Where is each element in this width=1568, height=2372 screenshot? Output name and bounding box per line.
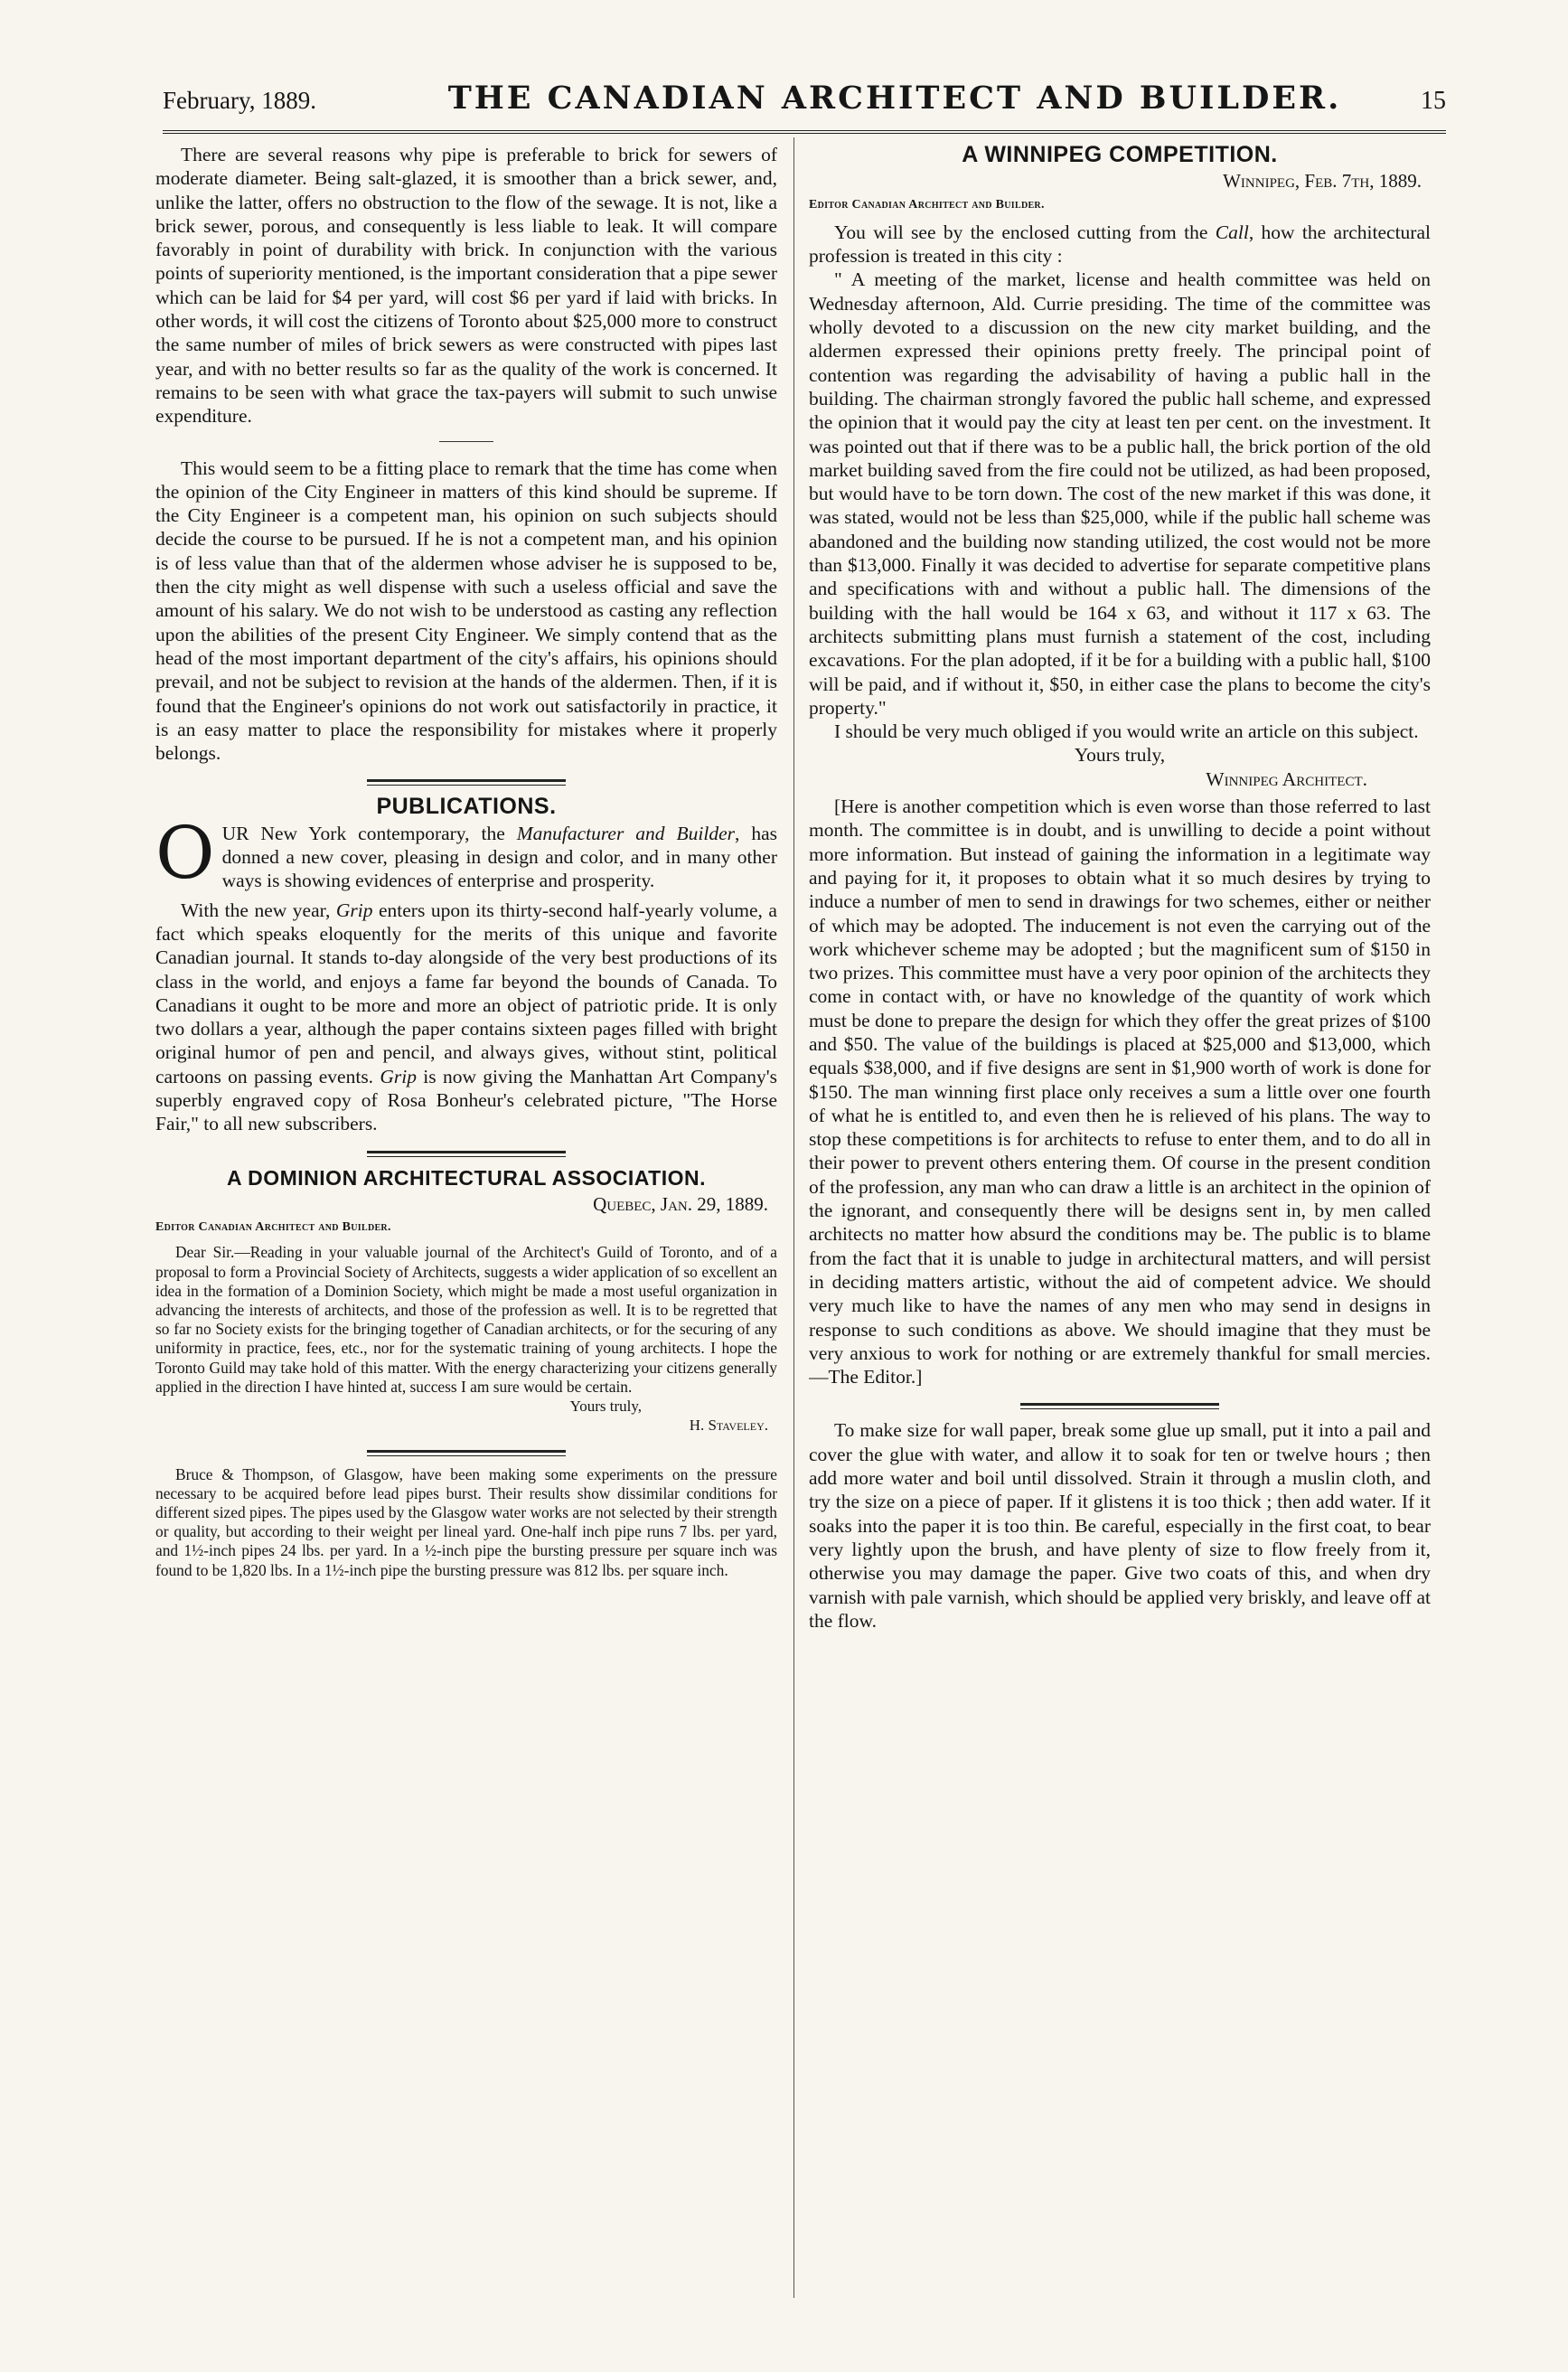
winnipeg-request: I should be very much obliged if you would write an article on this subject.	[834, 720, 1419, 743]
publications-paragraph-2	[155, 899, 777, 1136]
winnipeg-closing: Yours truly,	[1074, 744, 1166, 767]
section-rule	[439, 441, 493, 442]
lead-pipes-note	[155, 1465, 777, 1580]
grip-text-a: With the new year,	[181, 899, 336, 921]
winnipeg-dateline: Winnipeg, Feb. 7th, 1889.	[1223, 170, 1422, 193]
winnipeg-editor-line: Editor Canadian Architect and Builder.	[809, 197, 1045, 212]
dominion-dateline: Quebec, Jan. 29, 1889.	[593, 1192, 768, 1215]
dominion-letter-body: Dear Sir.—Reading in your valuable journal of the Architect's Guild of Toronto, and of a proposal to form a Provincial Society of Architects, suggests a wider application of so excellent an idea in the formation of a Dominion Society, which might be made a most useful organization in advancing the interests of architects, and those of the profession as well. It is to be regretted that so far no Society exists for the bringing together of Canadian architects, or for the securing of any uniformity in practice, fees, etc., nor for the systematic training of young architects. I hope the Toronto Guild may take hold of this matter. With the energy characterizing your citizens generally applied in the direction I have hinted at, success I am sure would be certain.	[155, 1243, 777, 1396]
publication-name: Manufacturer and Builder	[516, 822, 735, 844]
winnipeg-heading: A WINNIPEG COMPETITION.	[962, 143, 1278, 167]
winnipeg-intro-b: , how the architectural profession is treated in this city :	[809, 221, 1431, 268]
grip-title: Grip	[335, 899, 373, 921]
publication-title: THE CANADIAN ARCHITECT AND BUILDER.	[447, 80, 1342, 117]
dominion-signature: H. Staveley.	[689, 1417, 768, 1435]
drop-cap: O	[155, 810, 215, 895]
dominion-heading: A DOMINION ARCHITECTURAL ASSOCIATION.	[226, 1165, 707, 1190]
grip-text-c: is now giving the Manhattan Art Company's superbly engraved copy of Rosa Bonheur's celebrated picture, "The Horse Fair," to all new subscribers.	[155, 1065, 777, 1135]
left-column	[155, 143, 777, 2312]
newspaper-name: Call	[1215, 221, 1249, 243]
page-number: 15	[1421, 87, 1446, 115]
grip-title-2: Grip	[380, 1065, 417, 1087]
section-double-rule	[367, 779, 566, 786]
city-engineer-paragraph: This would seem to be a fitting place to remark that the time has come when the opinion of the City Engineer in matters of this kind should be supreme. If the City Engineer is a competent man, his opinion on such subjects should decide the course to be pursued. If he is not a competent man, and his opinion is of less value than that of the aldermen whose adviser he is supposed to be, then the city might as well dispense with such a useless official and save the amount of his salary. We do not wish to be understood as casting any reflection upon the abilities of the present City Engineer. We simply contend that as the head of the most important department of the city's affairs, his opinions should prevail, and not be subject to revision at the hands of the aldermen. Then, if it is found that the Engineer's opinions do not work out satisfactorily in practice, it is an easy matter to place the responsibility for mistakes where it properly belongs.	[155, 457, 777, 765]
grip-text-b: enters upon its thirty-second half-yearly volume, a fact which speaks eloquently for the merits of this unique and favorite Canadian journal. It stands to-day alongside of the very best productions of its class in the world, and enjoys a fame far beyond the bounds of Canada. To Canadians it ought to be more and more an object of patriotic pride. It is only two dollars a year, although the paper contains sixteen pages filled with bright original humor of pen and pencil, and always gives, without stint, political cartoons on passing events.	[155, 899, 777, 1087]
section-double-rule	[367, 1151, 566, 1157]
lead-pipes-body: Bruce & Thompson, of Glasgow, have been making some experiments on the pressure necessary to be acquired before lead pipes burst. Their results show dissimilar conditions for different sized pipes. The pipes used by the Glasgow water works are not selected by their strength or quality, but according to their weight per lineal yard. One-half inch pipe runs 7 lbs. per yard, and 1½-inch pipes 24 lbs. per yard. In a ½-inch pipe the bursting pressure per square inch was found to be 1,820 lbs. In a 1½-inch pipe the bursting pressure was 812 lbs. per square inch.	[155, 1464, 777, 1579]
winnipeg-quote: " A meeting of the market, license and health committee was held on Wednesday afternoon, Ald. Currie presiding. The time of the committee was wholly devoted to a discussion on the new city market building, and the aldermen expressed their opinions pretty freely. The principal point of contention was regarding the advisability of having a public hall in the building. The chairman strongly favored the public hall scheme, and expressed the opinion that it would pay the city at least ten per cent. on the investment. It was pointed out that if there was to be a public hall, the brick portion of the old market building saved from the fire could not be utilized, as had been proposed, but would have to be torn down. The cost of the new market if this was done, it was stated, would not be less than $25,000, while if the public hall scheme was abandoned and the building now standing utilized, the cost would not be more than $13,000. Finally it was decided to advertise for separate competitive plans and specifications with and without a public hall. The dimensions of the building with the hall would be 164 x 63, and without it 117 x 63. The architects submitting plans must furnish a statement of the cost, including excavations. For the plan adopted, if it be for a building with a public hall, $100 will be paid, and if without it, $50, in either case the plans to become the city's property."	[809, 268, 1431, 719]
column-divider	[793, 137, 794, 2298]
publications-heading: PUBLICATIONS.	[376, 794, 557, 820]
winnipeg-intro-a: You will see by the enclosed cutting from the	[834, 221, 1216, 243]
section-double-rule	[367, 1450, 566, 1456]
dominion-closing: Yours truly,	[569, 1398, 642, 1416]
sewer-pipe-paragraph: There are several reasons why pipe is preferable to brick for sewers of moderate diameter. Being salt-glazed, it is smoother than a brick sewer, and, unlike the latter, offers no obstruction to the flow of the sewage. It is not, like a brick sewer, porous, and consequently is less liable to leak. It will compare favorably in point of durability with brick. In conjunction with the various points of superiority mentioned, is the important consideration that a pipe sewer which can be laid for $4 per yard, will cost $6 per yard if laid with bricks. In other words, it will cost the citizens of Toronto about $25,000 more to construct the same number of miles of brick sewers as were constructed with pipes last year, and with no better results so far as the quality of the work is concerned. It remains to be seen with what grace the tax-payers will submit to such unwise expenditure.	[155, 144, 777, 428]
section-double-rule	[1020, 1403, 1219, 1409]
publications-paragraph-1	[155, 810, 777, 895]
masthead	[163, 80, 1446, 134]
winnipeg-signature: Winnipeg Architect.	[1206, 767, 1367, 790]
wallpaper-size-paragraph: To make size for wall paper, break some glue up small, put it into a pail and cover the glue with water, and allow it to soak for ten or twelve hours ; then add more water and boil until dissolved. Strain it through a muslin cloth, and try the size on a piece of paper. If it glistens it is too thick ; then add water. If it soaks into the paper it is too thin. Be careful, especially in the first coat, to bear very lightly upon the brush, and have plenty of size to flow freely from it, otherwise you may damage the paper. Give two coats of this, and when dry varnish with pale varnish, which should be applied very briskly, and leave off at the flow.	[809, 1419, 1431, 1632]
issue-date: February, 1889.	[163, 87, 316, 114]
dominion-editor-line: Editor Canadian Architect and Builder.	[155, 1220, 391, 1235]
right-column	[809, 143, 1431, 2312]
dominion-letter	[155, 1243, 777, 1435]
publications-p1-lead: UR New York contemporary, the	[221, 822, 517, 844]
publications-p1-rest: , has donned a new cover, pleasing in design and color, and in many other ways is showing evidences of enterprise and prosperity.	[221, 822, 777, 892]
winnipeg-intro	[809, 221, 1431, 268]
editor-note: [Here is another competition which is even worse than those referred to last month. The committee is in doubt, and is unwilling to decide a point without more information. But instead of gaining the information in a legitimate way and paying for it, it proposes to obtain what it so much desires by trying to induce a number of men to send in drawings for two schemes, either or neither of which may be adopted. The inducement is not even the carrying out of the work whichever scheme may be adopted ; but the magnificent sum of $150 in two prizes. This committee must have a very poor opinion of the architects they come in contact with, or have no knowledge of the quantity of work which must be done to prepare the design for which they offer the great prizes of $100 and $50. The value of the buildings is placed at $25,000 and $13,000, which equals $38,000, and if five designs are sent in $1,900 worth of work is done for $150. The man winning first place only receives a sum a little over one fourth of what he is entitled to, and even then he is relieved of his plans. The way to stop these competitions is for architects to refuse to enter them, and to do all in their power to prevent others entering them. Of course in the present condition of the profession, any man who can draw a little is an architect in the opinion of the ignorant, and consequently there will be designs sent in, by men called architects no matter how absurd the conditions may be. The public is to blame from the fact that it is unable to judge in architectural matters, and will persist in deciding matters artistic, without the aid of competent advice. We should very much like to have the names of any men who may send in designs in response to such conditions as above. We should imagine that they must be very anxious to work for nothing or are extremely thankful for small mercies.—The Editor.]	[809, 795, 1431, 1388]
